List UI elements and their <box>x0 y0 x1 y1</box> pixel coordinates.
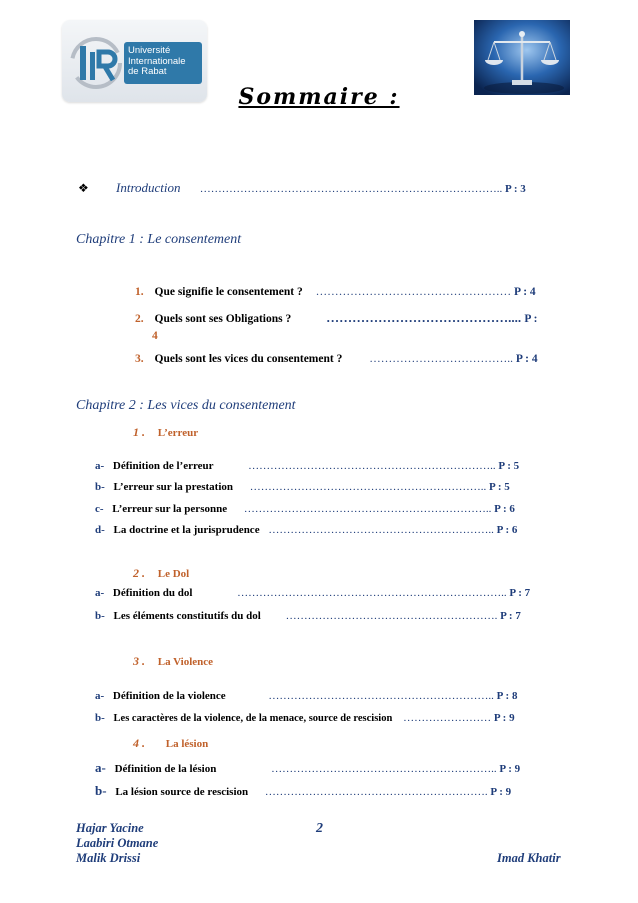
footer-professor: Imad Khatir <box>497 851 561 865</box>
toc-s4-item-a-dots: …………………………………………………….. <box>271 763 500 775</box>
section-2-title: Le Dol <box>157 568 190 580</box>
toc-s4-item-a-label: Définition de la lésion <box>114 763 217 775</box>
toc-ch1-item-1-num: 1. <box>135 286 144 298</box>
logo-line-1: Université <box>128 45 171 56</box>
toc-s1-item-b-dots: ……………………………………………………….. <box>249 481 490 493</box>
toc-s1-item-d-page: P : 6 <box>496 524 518 536</box>
toc-intro-page: P : 3 <box>505 183 526 195</box>
section-4-heading[interactable] <box>133 736 208 751</box>
toc-s2-item-a-page: P : 7 <box>509 587 531 599</box>
section-4-num: 4 . <box>133 736 145 750</box>
toc-s4-item-b-letter: b- <box>95 783 107 798</box>
section-3-num: 3 . <box>133 654 145 668</box>
toc-s2-item-a[interactable] <box>95 587 530 599</box>
section-1-title: L’erreur <box>157 427 199 439</box>
toc-s4-item-a-letter: a- <box>95 760 106 775</box>
toc-ch1-item-2[interactable] <box>135 310 537 326</box>
toc-ch1-item-3-label: Quels sont les vices du consentement ? <box>154 353 343 365</box>
toc-s4-item-a-page: P : 9 <box>499 763 521 775</box>
section-1-num: 1 . <box>133 425 145 439</box>
toc-s1-item-a-label: Définition de l’erreur <box>112 460 214 472</box>
toc-ch1-item-3-dots: ……………………………….. <box>369 353 516 365</box>
toc-s4-item-b-page: P : 9 <box>490 786 512 798</box>
footer-authors <box>76 821 158 866</box>
toc-s1-item-d-label: La doctrine et la jurisprudence <box>113 524 260 536</box>
toc-s3-item-b[interactable] <box>95 712 515 724</box>
toc-s4-item-b-label: La lésion source de rescision <box>115 786 249 798</box>
toc-s1-item-a-dots: ………………………………………………………….. <box>248 460 499 472</box>
footer-author-2: Laabiri Otmane <box>76 836 159 850</box>
toc-ch1-item-3-page: P : 4 <box>515 353 538 365</box>
toc-s3-item-b-label: Les caractères de la violence, de la menace, source de rescision <box>113 713 393 724</box>
toc-ch1-item-3-num: 3. <box>135 353 144 365</box>
toc-s3-item-b-dots: …………………… <box>403 712 494 724</box>
toc-intro-dots: ……………………………………………………………………….. <box>199 183 506 195</box>
toc-ch1-item-2-page: P : <box>524 313 538 325</box>
toc-s2-item-a-letter: a- <box>95 587 105 599</box>
toc-s4-item-b[interactable] <box>95 783 511 799</box>
toc-s3-item-b-page: P : 9 <box>493 712 515 724</box>
toc-s1-item-a[interactable] <box>95 460 519 472</box>
toc-ch1-item-2-num: 2. <box>135 313 144 325</box>
toc-s1-item-c-page: P : 6 <box>494 503 515 515</box>
toc-s3-item-b-letter: b- <box>95 712 105 724</box>
section-3-title: La Violence <box>157 656 214 668</box>
toc-s2-item-a-label: Définition du dol <box>112 587 193 599</box>
logo-line-3: de Rabat <box>128 66 167 77</box>
toc-intro-label: Introduction <box>116 180 181 195</box>
toc-s1-item-a-letter: a- <box>95 460 105 472</box>
toc-s2-item-b-letter: b- <box>95 610 105 622</box>
toc-s1-item-c-dots: ………………………………………………………….. <box>243 503 495 515</box>
toc-s1-item-d-dots: …………………………………………………….. <box>268 524 497 536</box>
toc-s4-item-b-dots: ……………………………………………………. <box>264 786 491 798</box>
toc-ch1-item-2-page-wrap: 4 <box>152 330 158 342</box>
toc-ch1-item-1[interactable] <box>135 286 536 298</box>
toc-s3-item-a-dots: …………………………………………………….. <box>268 690 497 702</box>
toc-s3-item-a-letter: a- <box>95 690 105 702</box>
section-4-title: La lésion <box>165 738 209 750</box>
page-title: Sommaire : <box>238 84 400 110</box>
toc-s4-item-a[interactable] <box>95 760 520 776</box>
toc-s1-item-d[interactable] <box>95 524 517 536</box>
toc-s1-item-c[interactable] <box>95 503 515 515</box>
toc-s2-item-a-dots: ……………………………………………………………….. <box>237 587 510 599</box>
toc-s2-item-b[interactable] <box>95 610 521 622</box>
logo-line-2: Internationale <box>128 55 186 67</box>
chapter-1-title[interactable]: Chapitre 1 : Le consentement <box>76 232 242 247</box>
toc-s3-item-a-label: Définition de la violence <box>112 690 226 702</box>
toc-ch1-item-3[interactable] <box>135 353 538 365</box>
toc-ch1-item-2-dots: …………………………………….... <box>326 310 525 325</box>
toc-s2-item-b-label: Les éléments constitutifs du dol <box>113 610 261 622</box>
section-3-heading[interactable] <box>133 654 213 669</box>
footer-author-1: Hajar Yacine <box>76 821 144 835</box>
section-2-num: 2 . <box>133 566 145 580</box>
toc-s3-item-a[interactable] <box>95 690 517 702</box>
toc-ch1-item-1-dots: …………………………………………… <box>315 286 514 298</box>
toc-s2-item-b-dots: …………………………………………………. <box>285 610 501 622</box>
footer-author-3: Malik Drissi <box>76 851 141 865</box>
toc-s1-item-b[interactable] <box>95 481 510 493</box>
toc-s3-item-a-page: P : 8 <box>496 690 518 702</box>
section-2-heading[interactable] <box>133 566 189 581</box>
toc-s1-item-c-label: L’erreur sur la personne <box>112 503 228 515</box>
chapter-2-title[interactable]: Chapitre 2 : Les vices du consentement <box>76 398 296 413</box>
toc-s1-item-d-letter: d- <box>95 524 105 536</box>
diamond-bullet-icon: ❖ <box>78 181 89 195</box>
toc-s1-item-a-page: P : 5 <box>498 460 520 472</box>
section-1-heading[interactable] <box>133 425 198 440</box>
toc-s1-item-b-letter: b- <box>95 481 105 493</box>
toc-intro-row[interactable] <box>78 180 89 196</box>
toc-ch1-item-1-label: Que signifie le consentement ? <box>154 286 303 298</box>
toc-s2-item-b-page: P : 7 <box>500 610 521 622</box>
toc-s1-item-c-letter: c- <box>95 503 104 515</box>
toc-ch1-item-1-page: P : 4 <box>513 286 536 298</box>
toc-s1-item-b-label: L’erreur sur la prestation <box>113 481 234 493</box>
toc-intro[interactable] <box>116 180 560 196</box>
toc-s1-item-b-page: P : 5 <box>489 481 510 493</box>
toc-ch1-item-2-label: Quels sont ses Obligations ? <box>154 313 292 325</box>
footer-page-number: 2 <box>316 821 323 836</box>
